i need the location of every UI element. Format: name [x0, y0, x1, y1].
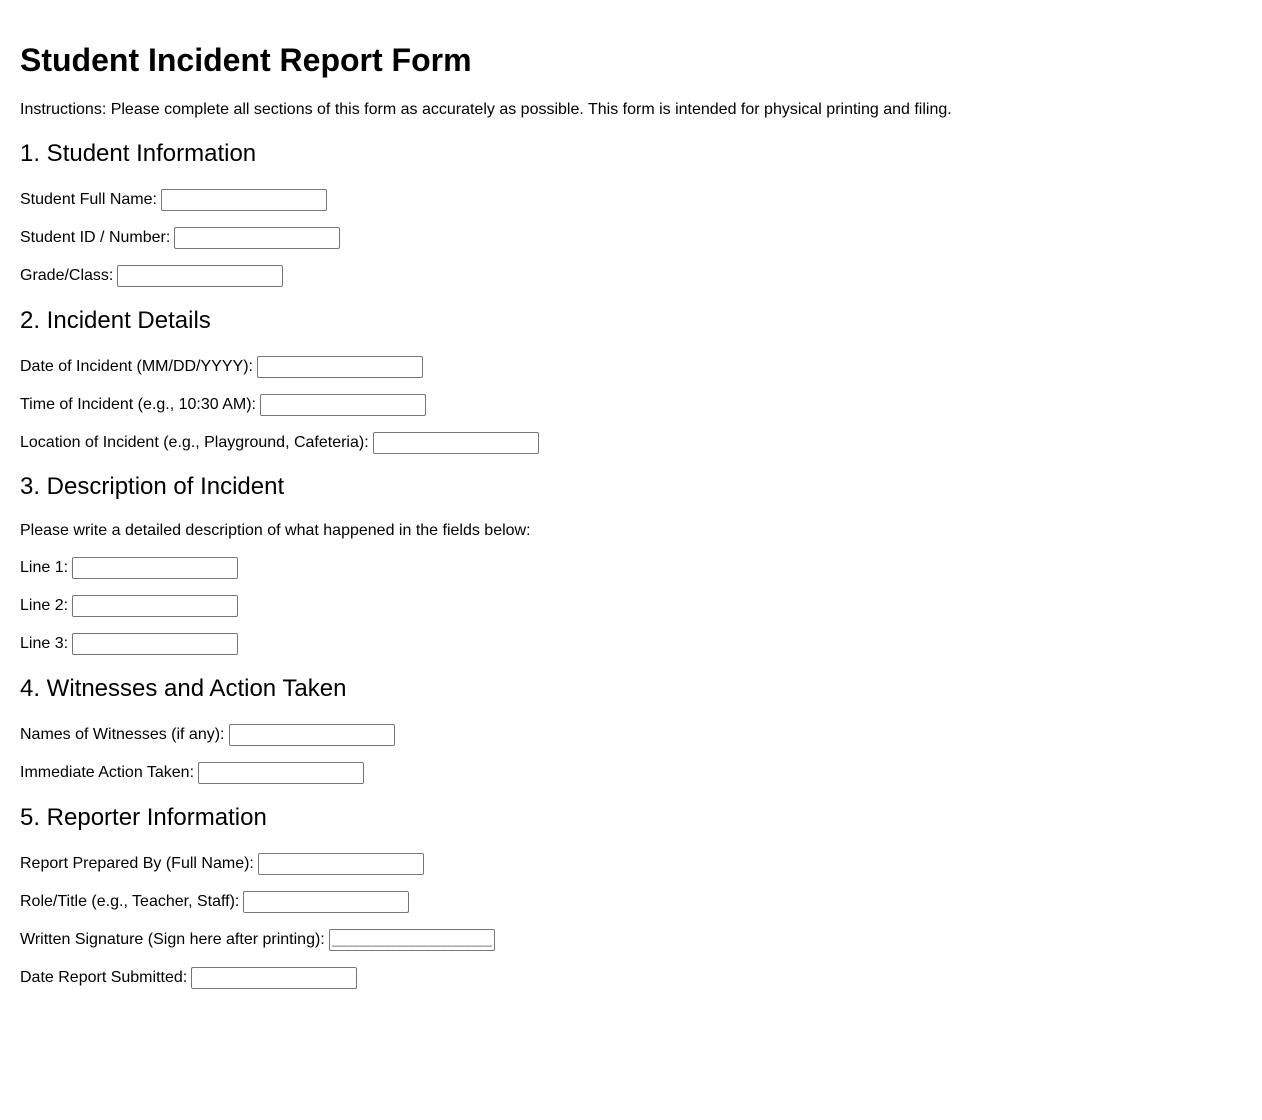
student-full-name-label: Student Full Name:: [20, 191, 157, 208]
description-line-2-input[interactable]: [72, 595, 238, 617]
immediate-action-input[interactable]: [198, 762, 364, 784]
student-id-input[interactable]: [174, 227, 340, 249]
immediate-action-row: [20, 762, 364, 784]
form-title: Student Incident Report Form: [20, 42, 472, 78]
prepared-by-row: [20, 853, 424, 875]
description-line-1-input[interactable]: [72, 557, 238, 579]
incident-location-input[interactable]: [373, 432, 539, 454]
incident-location-label: Location of Incident (e.g., Playground, Cafeteria):: [20, 434, 369, 451]
witness-names-row: [20, 724, 395, 746]
role-title-label: Role/Title (e.g., Teacher, Staff):: [20, 893, 240, 910]
signature-label: Written Signature (Sign here after printing):: [20, 931, 325, 948]
student-id-row: [20, 227, 340, 249]
incident-date-label: Date of Incident (MM/DD/YYYY):: [20, 358, 253, 375]
section-witnesses-title: 4. Witnesses and Action Taken: [20, 675, 347, 702]
incident-time-label: Time of Incident (e.g., 10:30 AM):: [20, 396, 256, 413]
student-id-label: Student ID / Number:: [20, 229, 171, 246]
incident-date-row: [20, 356, 423, 378]
signature-input[interactable]: [329, 929, 495, 951]
incident-time-row: [20, 394, 426, 416]
section-description-title: 3. Description of Incident: [20, 473, 285, 500]
date-submitted-row: [20, 967, 357, 989]
section-incident-details-title: 2. Incident Details: [20, 307, 211, 334]
student-full-name-row: [20, 189, 327, 211]
description-line-1-row: [20, 557, 238, 579]
description-line-3-input[interactable]: [72, 633, 238, 655]
signature-row: [20, 929, 495, 951]
role-title-input[interactable]: [243, 891, 409, 913]
description-prompt: Please write a detailed description of what happened in the fields below:: [20, 522, 531, 539]
grade-class-input[interactable]: [117, 265, 283, 287]
section-reporter-title: 5. Reporter Information: [20, 804, 267, 831]
description-line-1-label: Line 1:: [20, 559, 69, 576]
form-instructions: Instructions: Please complete all sections of this form as accurately as possible. This form is intended for physical printing and filing.: [20, 101, 952, 118]
grade-class-label: Grade/Class:: [20, 267, 114, 284]
prepared-by-label: Report Prepared By (Full Name):: [20, 855, 254, 872]
role-title-row: [20, 891, 409, 913]
witness-names-input[interactable]: [229, 724, 395, 746]
description-line-2-row: [20, 595, 238, 617]
incident-time-input[interactable]: [260, 394, 426, 416]
description-line-3-row: [20, 633, 238, 655]
date-submitted-label: Date Report Submitted:: [20, 969, 188, 986]
incident-date-input[interactable]: [257, 356, 423, 378]
section-student-information-title: 1. Student Information: [20, 140, 257, 167]
date-submitted-input[interactable]: [191, 967, 357, 989]
witness-names-label: Names of Witnesses (if any):: [20, 726, 225, 743]
grade-class-row: [20, 265, 283, 287]
immediate-action-label: Immediate Action Taken:: [20, 764, 195, 781]
incident-location-row: [20, 432, 539, 454]
prepared-by-input[interactable]: [258, 853, 424, 875]
description-line-2-label: Line 2:: [20, 597, 69, 614]
description-line-3-label: Line 3:: [20, 635, 69, 652]
student-full-name-input[interactable]: [161, 189, 327, 211]
